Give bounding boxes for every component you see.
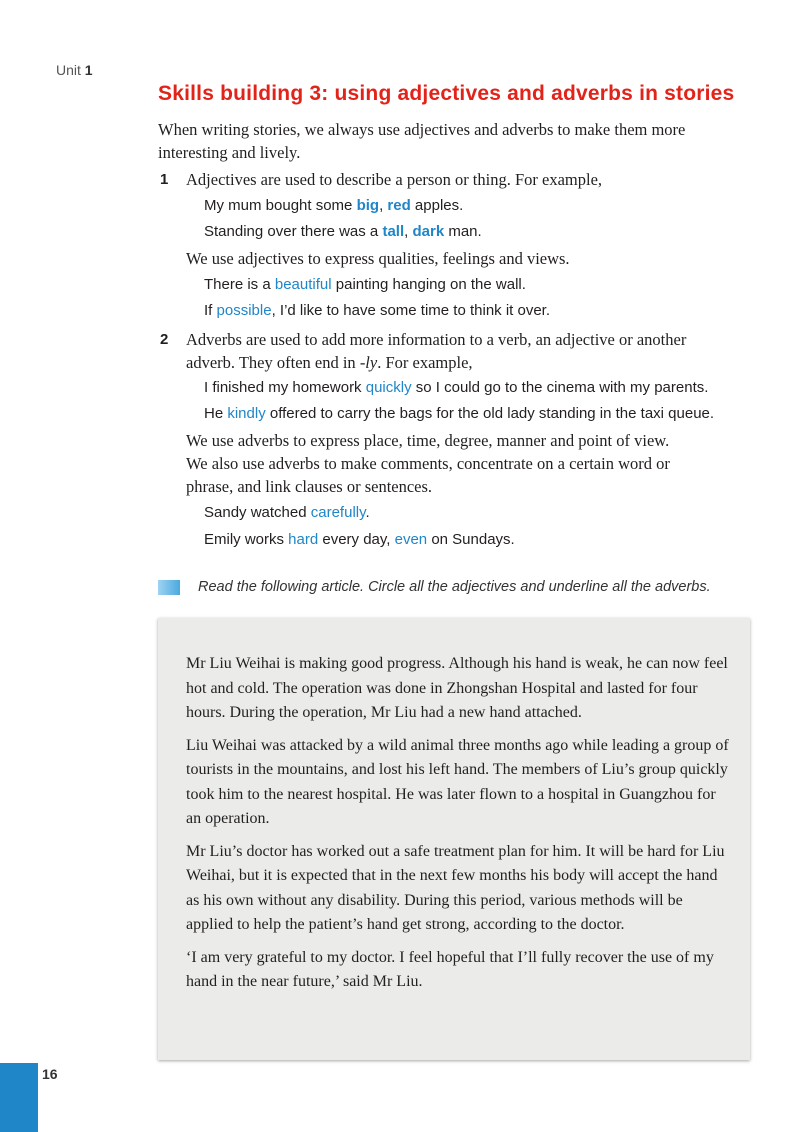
article-paragraph-1: Mr Liu Weihai is making good progress. Although his hand is weak, he can now feel hot and cold. The operation was done in Zhongshan Hospital and lasted for four hours. During the operation, Mr Liu had a new hand attached. bbox=[186, 655, 728, 721]
section-title: Skills building 3: using adjectives and adverbs in stories bbox=[158, 82, 735, 105]
highlight-word: even bbox=[394, 531, 428, 548]
highlight-word: beautiful bbox=[274, 276, 332, 293]
intro-line-2: interesting and lively. bbox=[158, 143, 301, 162]
adjective-example-3: There is a beautiful painting hanging on the wall. bbox=[204, 276, 526, 293]
adjective-note: We use adjectives to express qualities, feelings and views. bbox=[186, 249, 570, 268]
instruction-marker-icon bbox=[158, 580, 180, 595]
unit-number: 1 bbox=[84, 62, 93, 78]
point-2-line-1: Adverbs are used to add more information to a verb, an adjective or another bbox=[186, 330, 687, 349]
point-1-number: 1 bbox=[160, 171, 169, 188]
adjective-example-4: If possible, I’d like to have some time to think it over. bbox=[204, 302, 551, 319]
adverb-example-1: I finished my homework quickly so I could go to the cinema with my parents. bbox=[204, 379, 709, 396]
point-2-number: 2 bbox=[160, 331, 169, 348]
page-number: 16 bbox=[42, 1066, 58, 1082]
adverb-note-3: phrase, and link clauses or sentences. bbox=[186, 477, 433, 496]
intro-line-1: When writing stories, we always use adjectives and adverbs to make them more bbox=[158, 120, 686, 139]
point-2-line-2: adverb. They often end in -ly. For example, bbox=[186, 353, 473, 372]
article-box bbox=[158, 618, 750, 1060]
article-paragraph-4: ‘I am very grateful to my doctor. I feel hopeful that I’ll fully recover the use of my hand in the near future,’ said Mr Liu. bbox=[186, 948, 714, 990]
highlight-word: possible bbox=[216, 302, 272, 319]
highlight-word: kindly bbox=[227, 405, 266, 422]
page-tab bbox=[0, 1063, 38, 1132]
adverb-note-1: We use adverbs to express place, time, degree, manner and point of view. bbox=[186, 431, 670, 450]
highlight-word: hard bbox=[288, 531, 319, 548]
article-paragraph-3: Mr Liu’s doctor has worked out a safe treatment plan for him. It will be hard for Liu Weihai, but it is expected that in the next few months his body will accept the hand as his own without any disability. During this period, various methods will be applied to help the patient’s hand get strong, according to the doctor. bbox=[186, 842, 725, 933]
adverb-example-2: He kindly offered to carry the bags for the old lady standing in the taxi queue. bbox=[204, 405, 715, 422]
adverb-example-4: Emily works hard every day, even on Sundays. bbox=[204, 531, 515, 548]
adjective-example-2: Standing over there was a tall, dark man. bbox=[204, 223, 482, 240]
highlight-word: red bbox=[387, 197, 411, 214]
unit-label bbox=[56, 62, 93, 78]
point-1-text: Adjectives are used to describe a person or thing. For example, bbox=[186, 170, 603, 189]
highlight-word: carefully bbox=[310, 504, 366, 521]
highlight-word: quickly bbox=[365, 379, 412, 396]
adverb-example-3: Sandy watched carefully. bbox=[204, 504, 370, 521]
article-paragraph-2: Liu Weihai was attacked by a wild animal three months ago while leading a group of tourists in the mountains, and lost his left hand. The members of Liu’s group quickly took him to the nearest hospital. He was later flown to a hospital in Guangzhou for an operation. bbox=[186, 736, 729, 827]
instruction-text: Read the following article. Circle all the adjectives and underline all the adverbs. bbox=[198, 579, 711, 595]
highlight-word: tall bbox=[382, 223, 405, 240]
adverb-note-2: We also use adverbs to make comments, concentrate on a certain word or bbox=[186, 454, 670, 473]
suffix-ly: -ly bbox=[359, 353, 378, 372]
highlight-word: big bbox=[356, 197, 380, 214]
unit-word: Unit bbox=[56, 62, 81, 78]
adjective-example-1: My mum bought some big, red apples. bbox=[204, 197, 464, 214]
highlight-word: dark bbox=[412, 223, 445, 240]
